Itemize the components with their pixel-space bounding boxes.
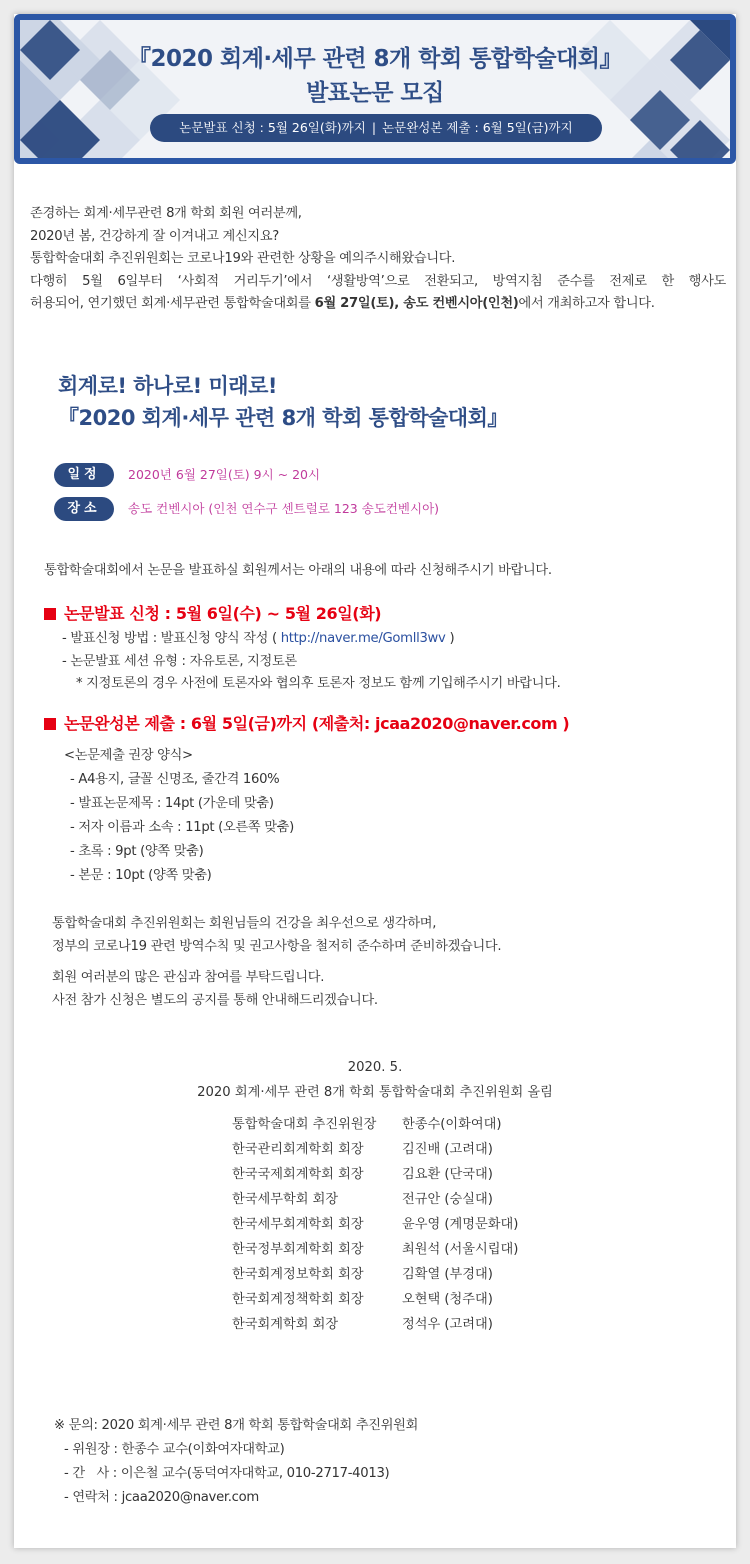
deadline-application: 논문발표 신청 : 5월 26일(화)까지 bbox=[179, 120, 366, 135]
red-square-bullet-icon bbox=[44, 718, 56, 730]
red-square-bullet-icon bbox=[44, 608, 56, 620]
list-item: - 발표논문제목 : 14pt (가운데 맞춤) bbox=[70, 796, 274, 811]
member-name: 윤우영 (계명문화대) bbox=[402, 1217, 519, 1232]
member-name: 오현택 (청주대) bbox=[402, 1292, 493, 1307]
table-row bbox=[232, 1185, 518, 1210]
intro-text: 에서 개최하고자 합니다. bbox=[518, 296, 655, 311]
contact-line: - 위원장 : 한종수 교수(이화여자대학교) bbox=[64, 1442, 285, 1457]
date-value: 2020년 6월 27일(토) 9시 ~ 20시 bbox=[128, 467, 321, 482]
section2-heading bbox=[44, 712, 569, 736]
contact-email: - 연락처 : jcaa2020@naver.com bbox=[64, 1490, 259, 1505]
member-org: 한국세무학회 회장 bbox=[232, 1192, 339, 1207]
intro-line: 존경하는 회계·세무관련 8개 학회 회원 여러분께, bbox=[30, 206, 302, 221]
list-item: - 논문발표 세션 유형 : 자유토론, 지정토론 bbox=[62, 653, 297, 669]
closing-line: 통합학술대회 추진위원회는 회원님들의 건강을 최우선으로 생각하며, bbox=[52, 916, 437, 931]
member-name: 김진배 (고려대) bbox=[402, 1142, 493, 1157]
banner-title bbox=[20, 42, 730, 110]
list-item-text: - 발표신청 방법 : 발표신청 양식 작성 ( bbox=[62, 631, 281, 646]
list-item: - 초록 : 9pt (양쪽 맞춤) bbox=[70, 844, 204, 859]
page-sheet bbox=[14, 14, 736, 1548]
signature-from: 2020 회계·세무 관련 8개 학회 통합학술대회 추진위원회 올림 bbox=[197, 1085, 553, 1100]
banner-title-line1: 『2020 회계·세무 관련 8개 학회 통합학술대회』 bbox=[127, 46, 623, 72]
member-org: 한국정부회계학회 회장 bbox=[232, 1242, 364, 1257]
signature-date: 2020. 5. bbox=[347, 1060, 403, 1075]
list-note: * 지정토론의 경우 사전에 토론자와 협의후 토론자 정보도 함께 기입해주시기 바랍니다. bbox=[76, 676, 561, 691]
closing-line: 사전 참가 신청은 별도의 공지를 통해 안내해드리겠습니다. bbox=[52, 993, 378, 1008]
member-org: 한국회계정보학회 회장 bbox=[232, 1267, 364, 1282]
application-form-link[interactable]: http://naver.me/Gomll3wv bbox=[280, 631, 446, 646]
list-item bbox=[62, 628, 560, 651]
closing-line: 회원 여러분의 많은 관심과 참여를 부탁드립니다. bbox=[52, 970, 325, 985]
header-banner bbox=[14, 14, 736, 164]
member-name: 최원석 (서울시립대) bbox=[402, 1242, 519, 1257]
contact-title: ※ 문의: 2020 회계·세무 관련 8개 학회 통합학술대회 추진위원회 bbox=[54, 1418, 419, 1433]
date-badge: 일정 bbox=[54, 463, 114, 487]
member-org: 통합학술대회 추진위원장 bbox=[232, 1117, 377, 1132]
list-item-text: ) bbox=[445, 631, 455, 646]
member-name: 정석우 (고려대) bbox=[402, 1317, 493, 1332]
member-name: 한종수(이화여대) bbox=[402, 1117, 502, 1132]
table-row bbox=[232, 1310, 518, 1335]
member-org: 한국세무회계학회 회장 bbox=[232, 1217, 364, 1232]
member-org: 한국회계정책학회 회장 bbox=[232, 1292, 364, 1307]
list-item: - 본문 : 10pt (양쪽 맞춤) bbox=[70, 868, 212, 883]
closing-paragraph bbox=[52, 912, 501, 1012]
table-row bbox=[232, 1135, 518, 1160]
table-row bbox=[232, 1160, 518, 1185]
committee-members-table bbox=[232, 1110, 518, 1335]
table-row bbox=[232, 1235, 518, 1260]
slogan-line2: 『2020 회계·세무 관련 8개 학회 통합학술대회』 bbox=[58, 406, 508, 430]
member-org: 한국국제회계학회 회장 bbox=[232, 1167, 364, 1182]
table-row bbox=[232, 1110, 518, 1135]
list-item: - A4용지, 글꼴 신명조, 줄간격 160% bbox=[70, 772, 280, 787]
section1-heading bbox=[44, 602, 381, 626]
banner-title-line2: 발표논문 모집 bbox=[306, 80, 444, 106]
place-value: 송도 컨벤시아 (인천 연수구 센트럴로 123 송도컨벤시아) bbox=[128, 501, 440, 516]
intro-text: 허용되어, 연기했던 회계·세무관련 통합학술대회를 bbox=[30, 296, 315, 311]
section2-heading-text: 논문완성본 제출 : 6월 5일(금)까지 (제출처: jcaa2020@naver.com ) bbox=[64, 714, 570, 733]
slogan bbox=[58, 370, 508, 434]
section1-list bbox=[62, 628, 560, 696]
table-row bbox=[232, 1285, 518, 1310]
member-name: 김요환 (단국대) bbox=[402, 1167, 493, 1182]
notice-text: 통합학술대회에서 논문을 발표하실 회원께서는 아래의 내용에 따라 신청해주시기 바랍니다. bbox=[44, 563, 552, 578]
event-date-place-highlight: 6월 27일(토), 송도 컨벤시아(인천) bbox=[314, 296, 519, 311]
format-title: <논문제출 권장 양식> bbox=[64, 748, 193, 763]
member-name: 김확열 (부경대) bbox=[402, 1267, 493, 1282]
table-row bbox=[232, 1260, 518, 1285]
deadline-separator: | bbox=[371, 120, 377, 135]
intro-line: 2020년 봄, 건강하게 잘 이겨내고 계신지요? bbox=[30, 228, 279, 244]
intro-paragraph bbox=[30, 203, 726, 316]
deadline-submission: 논문완성본 제출 : 6월 5일(금)까지 bbox=[382, 120, 573, 135]
deadline-pill bbox=[150, 114, 602, 142]
list-item: - 저자 이름과 소속 : 11pt (오른쪽 맞춤) bbox=[70, 820, 294, 835]
slogan-line1: 회계로! 하나로! 미래로! bbox=[58, 374, 277, 398]
closing-line: 정부의 코로나19 관련 방역수칙 및 권고사항을 철저히 준수하며 준비하겠습니다. bbox=[52, 939, 502, 954]
member-org: 한국회계학회 회장 bbox=[232, 1317, 339, 1332]
place-badge: 장소 bbox=[54, 497, 114, 521]
format-guide bbox=[64, 744, 294, 888]
member-org: 한국관리회계학회 회장 bbox=[232, 1142, 364, 1157]
member-name: 전규안 (숭실대) bbox=[402, 1192, 493, 1207]
contact-line: - 간 사 : 이은철 교수(동덕여자대학교, 010-2717-4013) bbox=[64, 1466, 390, 1481]
table-row bbox=[232, 1210, 518, 1235]
intro-line: 다행히 5월 6일부터 ‘사회적 거리두기’에서 ‘생활방역’으로 전환되고, 방역지침 준수를 전제로 한 행사도 bbox=[30, 273, 726, 289]
section1-heading-text: 논문발표 신청 : 5월 6일(수) ~ 5월 26일(화) bbox=[64, 604, 382, 623]
contact-info bbox=[54, 1414, 418, 1510]
intro-line bbox=[30, 293, 726, 316]
intro-line: 통합학술대회 추진위원회는 코로나19와 관련한 상황을 예의주시해왔습니다. bbox=[30, 251, 456, 266]
